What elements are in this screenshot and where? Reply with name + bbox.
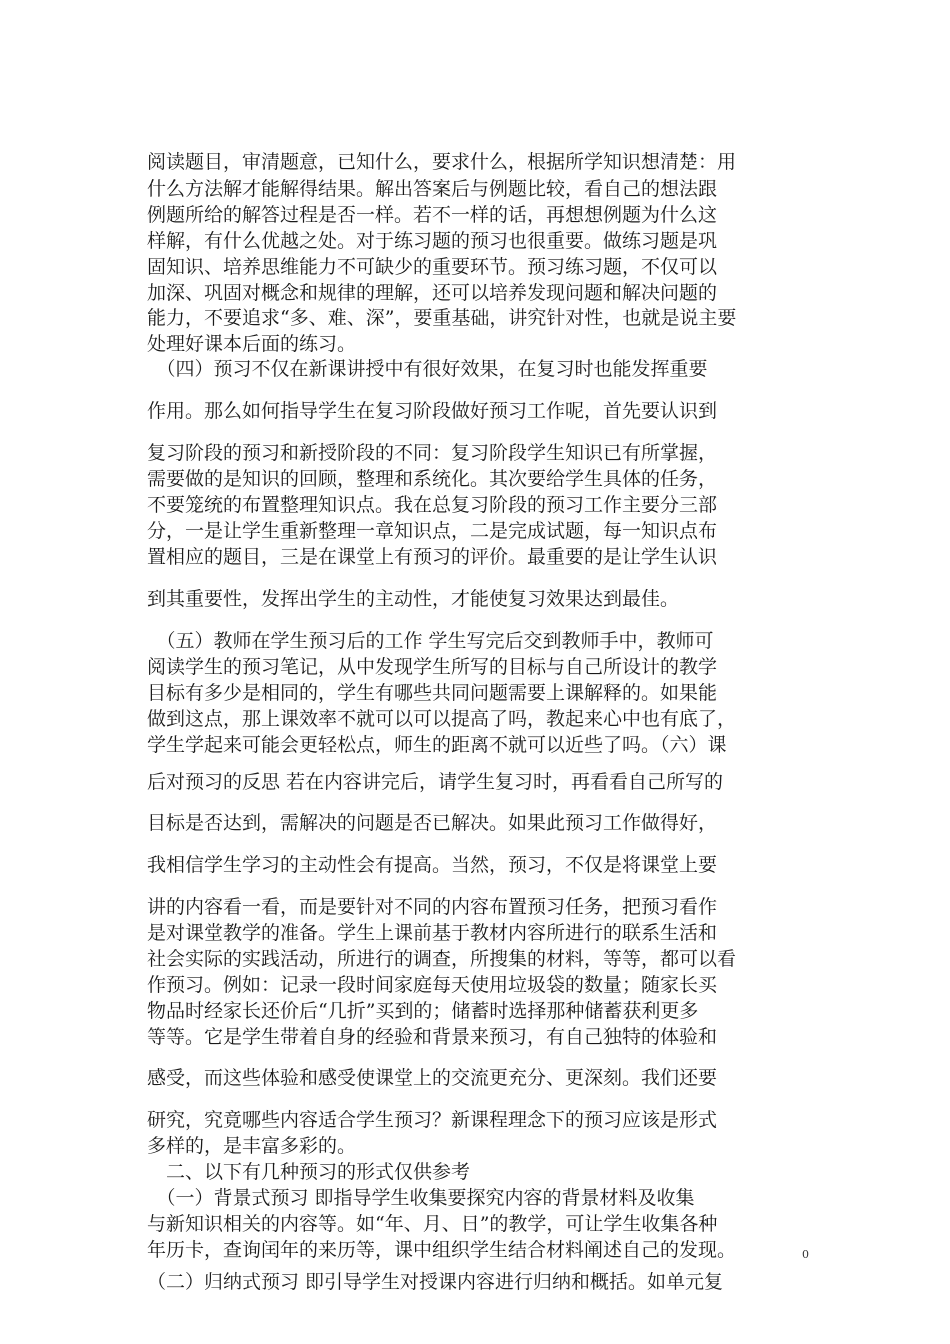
text-line: （二）归纳式预习 即引导学生对授课内容进行归纳和概括。如单元复 [147,1271,724,1293]
text-line: 目标有多少是相同的，学生有哪些共同问题需要上课解释的。如果能 [147,682,718,704]
text-line: 不要笼统的布置整理知识点。我在总复习阶段的预习工作主要分三部 [147,494,718,516]
text-line: 社会实际的实践活动，所进行的调查，所搜集的材料，等等，都可以看 [147,948,737,970]
text-line: 年历卡，查询闰年的来历等，课中组织学生结合材料阐述自己的发现。 [147,1239,737,1261]
text-line: 需要做的是知识的回顾，整理和系统化。其次要给学生具体的任务， [147,468,718,490]
text-line: 处理好课本后面的练习。 [147,333,357,355]
page-number: 0 [802,1248,809,1261]
text-line: 等等。它是学生带着自身的经验和背景来预习，有自己独特的体验和 [147,1026,718,1048]
text-line: 二、以下有几种预习的形式仅供参考 [147,1161,471,1183]
text-line: 分，一是让学生重新整理一章知识点，二是完成试题，每一知识点布 [147,520,718,542]
text-line: 能力，不要追求“多、难、深”，要重基础，讲究针对性，也就是说主要 [147,307,737,329]
text-line: 我相信学生学习的主动性会有提高。当然，预习，不仅是将课堂上要 [147,854,718,876]
text-line: 样解，有什么优越之处。对于练习题的预习也很重要。做练习题是巩 [147,230,718,252]
text-line: （五）教师在学生预习后的工作 学生写完后交到教师手中，教师可 [147,630,714,652]
text-line: 例题所给的解答过程是否一样。若不一样的话，再想想例题为什么这 [147,204,718,226]
text-line: 做到这点，那上课效率不就可以可以提高了吗，教起来心中也有底了， [147,708,737,730]
text-line: 阅读学生的预习笔记，从中发现学生所写的目标与自己所设计的教学 [147,656,718,678]
text-line: 目标是否达到，需解决的问题是否已解决。如果此预习工作做得好， [147,812,718,834]
text-line: 作预习。例如：记录一段时间家庭每天使用垃圾袋的数量；随家长买 [147,974,718,996]
text-line: 多样的，是丰富多彩的。 [147,1135,357,1157]
text-line: 学生学起来可能会更轻松点，师生的距离不就可以近些了吗。（六）课 [147,734,727,756]
text-line: 固知识、培养思维能力不可缺少的重要环节。预习练习题，不仅可以 [147,256,718,278]
text-line: 讲的内容看一看，而是要针对不同的内容布置预习任务，把预习看作 [147,896,718,918]
text-line: （四）预习不仅在新课讲授中有很好效果，在复习时也能发挥重要 [147,358,708,380]
text-line: 置相应的题目，三是在课堂上有预习的评价。最重要的是让学生认识 [147,546,718,568]
text-line: 到其重要性，发挥出学生的主动性，才能使复习效果达到最佳。 [147,588,680,610]
text-line: 与新知识相关的内容等。如“年、月、日”的教学，可让学生收集各种 [147,1213,718,1235]
text-line: 是对课堂教学的准备。学生上课前基于教材内容所进行的联系生活和 [147,922,718,944]
text-line: 研究，究竟哪些内容适合学生预习？新课程理念下的预习应该是形式 [147,1109,718,1131]
text-line: 后对预习的反思 若在内容讲完后，请学生复习时，再看看自己所写的 [147,771,724,793]
text-line: 加深、巩固对概念和规律的理解，还可以培养发现问题和解决问题的 [147,282,718,304]
text-line: （一）背景式预习 即指导学生收集要探究内容的背景材料及收集 [147,1187,695,1209]
text-line: 阅读题目，审清题意，已知什么，要求什么，根据所学知识想清楚：用 [147,151,737,173]
text-line: 感受，而这些体验和感受使课堂上的交流更充分、更深刻。我们还要 [147,1067,718,1089]
text-line: 复习阶段的预习和新授阶段的不同：复习阶段学生知识已有所掌握， [147,442,718,464]
text-line: 物品时经家长还价后“几折”买到的；储蓄时选择那种储蓄获利更多 [147,1000,699,1022]
text-line: 什么方法解才能解得结果。解出答案后与例题比较，看自己的想法跟 [147,178,718,200]
text-line: 作用。那么如何指导学生在复习阶段做好预习工作呢，首先要认识到 [147,400,718,422]
